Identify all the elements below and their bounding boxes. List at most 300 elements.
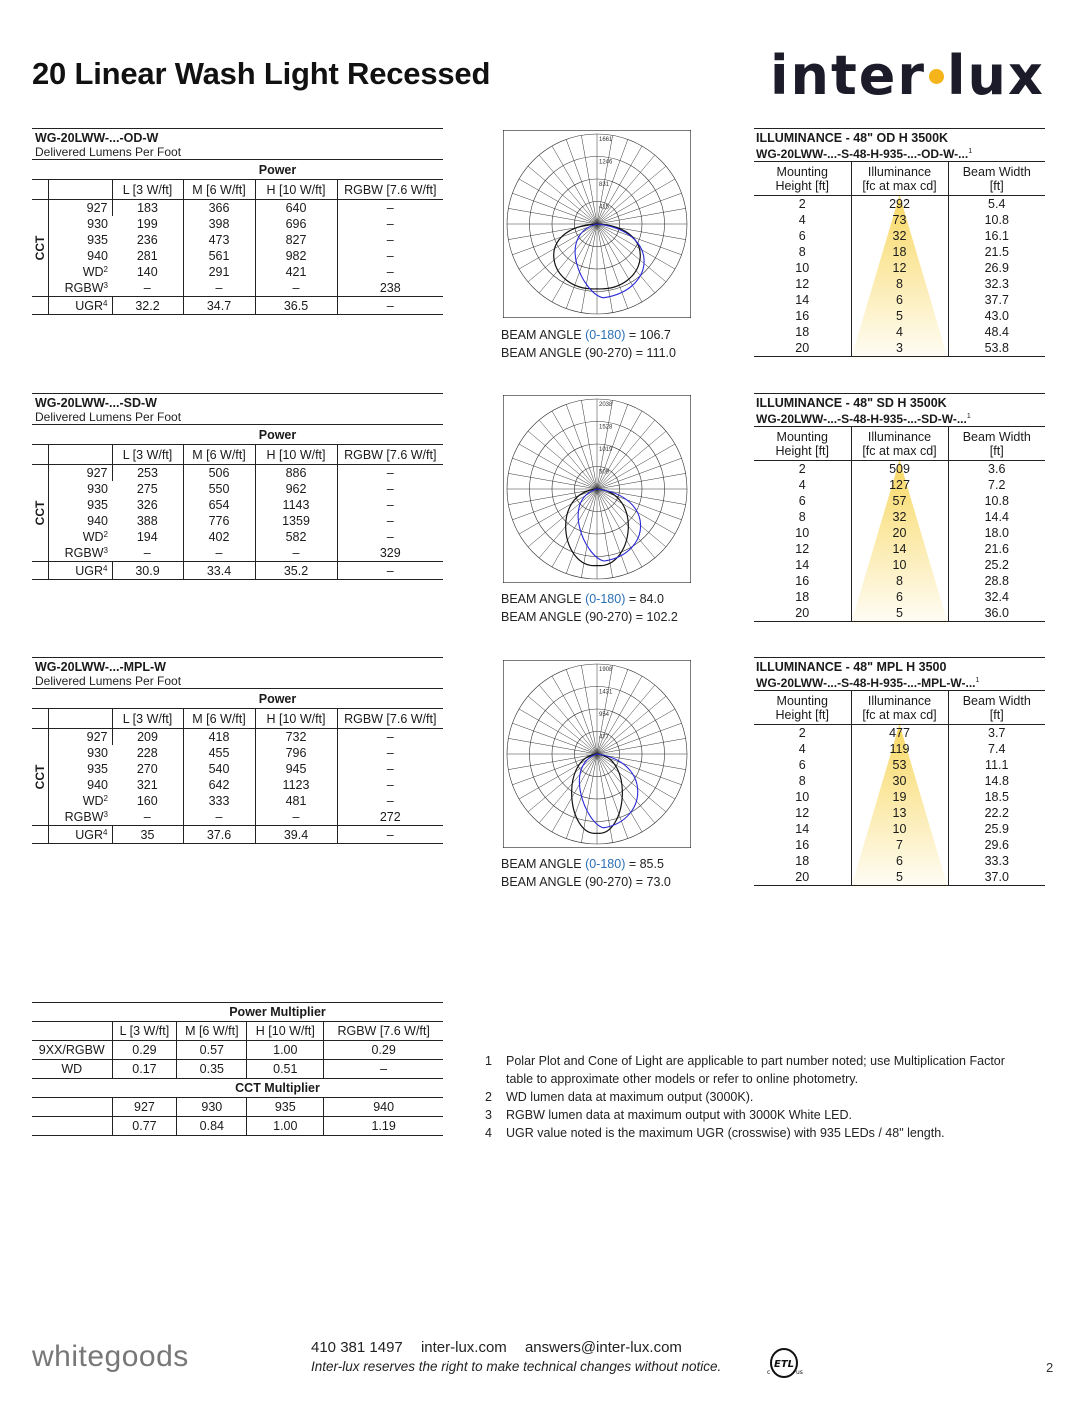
table-cell: 640 [255, 200, 337, 217]
table-cell: – [255, 545, 337, 562]
table-cell: 2 [103, 794, 108, 803]
table-cell: 53.8 [948, 340, 1045, 357]
table-row [32, 745, 443, 761]
table-cell: 39.4 [255, 826, 337, 844]
table-cell: 886 [255, 465, 337, 482]
table-cell: 14 [851, 541, 948, 557]
ring-label: 2038 [599, 402, 613, 408]
table-cell: 236 [136, 233, 158, 247]
ring-label: 415 [599, 204, 610, 211]
table-cell: 550 [183, 481, 255, 497]
table-cell: BEAM ANGLE [501, 857, 586, 871]
table-row [32, 513, 443, 529]
table-cell: 37.6 [183, 826, 255, 844]
table-cell: UGR [75, 827, 104, 842]
table-row [32, 529, 443, 545]
table-cell: 36.5 [255, 297, 337, 315]
table-cell: 14 [795, 558, 810, 572]
table-row [754, 821, 1045, 837]
svg-text:ETL: ETL [773, 1359, 795, 1370]
table-row [32, 545, 443, 562]
table-cell: 16 [795, 574, 810, 588]
table-row [754, 589, 1045, 605]
table-cell: 4 [851, 324, 948, 340]
table-row [32, 248, 443, 264]
table-row [32, 465, 443, 482]
table-cell: = 84.0 [625, 592, 664, 606]
table-cell: 940 [87, 778, 108, 792]
power-header: Power [112, 689, 443, 709]
table-row [32, 200, 443, 217]
table-cell: 1.00 [247, 1041, 324, 1060]
table-cell: 927 [86, 201, 108, 215]
table-cell: UGR value noted is the maximum UGR (crosswise) with 935 LEDs / 48" length. [506, 1126, 945, 1140]
table-cell: 927 [112, 1098, 177, 1117]
table-cell: 18 [795, 325, 810, 339]
table-row [754, 509, 1045, 525]
table-cell: 16 [795, 838, 810, 852]
table-cell: 0.17 [112, 1060, 177, 1079]
table-cell: 398 [183, 216, 255, 232]
table-cell: 9XX/RGBW [32, 1041, 112, 1060]
table-cell: 33.3 [948, 853, 1045, 869]
table-cell: 3 [103, 281, 108, 290]
table-cell: 5 [851, 869, 948, 886]
table-row [754, 757, 1045, 773]
table-cell: 127 [851, 477, 948, 493]
table-row [754, 605, 1045, 622]
table-cell: – [337, 232, 443, 248]
table-cell: 36.0 [948, 605, 1045, 622]
table-cell: 43.0 [948, 308, 1045, 324]
table-row [754, 212, 1045, 228]
lumen-table-sd [32, 393, 443, 580]
table-row [32, 232, 443, 248]
table-cell: 4 [485, 1126, 492, 1140]
table-cell: 21.5 [948, 244, 1045, 260]
table-cell: 7.2 [948, 477, 1045, 493]
illuminance-title: ILLUMINANCE - 48" OD H 3500K [756, 131, 949, 145]
pm-col: M [6 W/ft] [177, 1022, 247, 1041]
table-cell: 20 [754, 605, 851, 622]
table-cell: 2 [798, 726, 806, 740]
table-cell: 16.1 [948, 228, 1045, 244]
table-cell: 0.29 [324, 1041, 443, 1060]
table-cell: 160 [136, 794, 158, 808]
table-row [754, 292, 1045, 308]
logo-right: lux [947, 44, 1045, 107]
table-cell: 32.2 [112, 297, 183, 315]
whitegoods-brand: whitegoods [32, 1340, 189, 1373]
table-cell: 8 [851, 276, 948, 292]
table-cell: 20 [754, 340, 851, 357]
table-row [32, 497, 443, 513]
table-row [754, 789, 1045, 805]
table-cell: 927 [86, 730, 108, 744]
table-row [32, 1041, 443, 1060]
table-row [754, 541, 1045, 557]
table-code: WG-20LWW-...-SD-W [35, 396, 157, 410]
cct-label: CCT [32, 764, 47, 790]
pm-col: RGBW [7.6 W/ft] [324, 1022, 443, 1041]
table-row [754, 725, 1045, 742]
table-cell: 3 [103, 546, 108, 555]
ring-label: 1246 [599, 159, 613, 166]
page-number: 2 [1046, 1360, 1054, 1375]
interlux-logo [770, 44, 1045, 107]
ugr-row [32, 826, 443, 844]
table-cell: 7 [851, 837, 948, 853]
table-cell: [fc at max cd] [862, 179, 937, 193]
table-cell: 1123 [255, 777, 337, 793]
table-cell: – [143, 546, 151, 560]
table-row [754, 340, 1045, 357]
table-cell: 1.00 [247, 1117, 324, 1136]
table-cell: 12 [851, 260, 948, 276]
table-cell: 0.77 [112, 1117, 177, 1136]
table-cell: BEAM ANGLE [501, 328, 586, 342]
table-cell: – [337, 562, 443, 580]
table-cell: 33.4 [183, 562, 255, 580]
table-cell: – [324, 1060, 443, 1079]
table-cell: 57 [851, 493, 948, 509]
disclaimer: Inter-lux reserves the right to make technical changes without notice. [311, 1359, 722, 1374]
table-row [754, 573, 1045, 589]
power-col-header: RGBW [7.6 W/ft] [337, 180, 443, 200]
table-cell: – [337, 761, 443, 777]
table-row [32, 280, 443, 297]
table-cell: 1 [485, 1054, 492, 1068]
table-cell: 5 [851, 308, 948, 324]
pm-col: H [10 W/ft] [247, 1022, 324, 1041]
table-cell: 28.8 [948, 573, 1045, 589]
table-cell: 253 [112, 465, 183, 482]
multiplier-tables [32, 1002, 443, 1136]
table-cell: 8 [851, 573, 948, 589]
power-col-header: M [6 W/ft] [183, 180, 255, 200]
cct-label: CCT [32, 500, 47, 526]
table-cell: 945 [255, 761, 337, 777]
table-cell: 119 [851, 741, 948, 757]
table-cell: 2 [798, 462, 806, 476]
footnote [485, 1106, 1026, 1124]
table-cell: 0.29 [112, 1041, 177, 1060]
table-cell: 962 [255, 481, 337, 497]
table-cell: [fc at max cd] [862, 708, 937, 722]
table-cell: WD lumen data at maximum output (3000K). [506, 1090, 754, 1104]
table-row [754, 477, 1045, 493]
table-cell: 8 [798, 510, 806, 524]
illuminance-col-header [754, 162, 851, 196]
table-cell: 982 [255, 248, 337, 264]
table-cell: – [183, 545, 255, 562]
table-cell: 930 [87, 217, 108, 231]
illuminance-col-header [948, 691, 1045, 725]
polar-plot-sd [503, 395, 691, 583]
table-row [754, 853, 1045, 869]
table-cell: – [337, 200, 443, 217]
pm-col: L [3 W/ft] [112, 1022, 177, 1041]
table-row [32, 264, 443, 280]
page-title: 20 Linear Wash Light Recessed [32, 56, 491, 91]
table-cell: 402 [183, 529, 255, 545]
table-cell: 12 [795, 542, 810, 556]
table-cell: 30 [851, 773, 948, 789]
website-link[interactable]: inter-lux.com [420, 1339, 507, 1356]
power-col-header: M [6 W/ft] [183, 709, 255, 729]
power-col-header: RGBW [7.6 W/ft] [337, 445, 443, 465]
table-cell: 35 [112, 826, 183, 844]
illuminance-col-header [851, 691, 948, 725]
table-cell: Height [ft] [775, 179, 829, 193]
table-cell: 18 [795, 590, 810, 604]
table-row [754, 324, 1045, 340]
table-cell: 642 [183, 777, 255, 793]
table-cell: 421 [255, 264, 337, 280]
table-cell: 930 [177, 1098, 247, 1117]
table-row [754, 805, 1045, 821]
table-cell: – [337, 481, 443, 497]
table-cell: 6 [851, 292, 948, 308]
ring-label: 477 [599, 734, 610, 741]
table-cell: 292 [851, 196, 948, 213]
table-cell: 1 [975, 677, 980, 684]
table-cell: – [337, 297, 443, 315]
table-cell: BEAM ANGLE (90-270) = 111.0 [501, 346, 676, 360]
table-cell: 5 [851, 605, 948, 622]
illuminance-code: WG-20LWW-...-S-48-H-935-...-MPL-W-... [756, 676, 976, 690]
table-cell: 329 [337, 545, 443, 562]
table-row [754, 461, 1045, 478]
ring-label: 831 [599, 182, 610, 188]
table-cell: = 85.5 [625, 857, 664, 871]
table-cell: 183 [112, 200, 183, 217]
beam-angles-od [501, 326, 676, 362]
table-cell: – [337, 465, 443, 482]
table-cell: 20 [851, 525, 948, 541]
beam-angles-mpl [501, 855, 671, 891]
power-col-header: L [3 W/ft] [112, 709, 183, 729]
table-cell: (0-180) [585, 592, 626, 606]
table-cell: [ft] [989, 444, 1004, 458]
table-cell: – [337, 729, 443, 746]
table-cell: 333 [183, 793, 255, 809]
table-cell: 140 [136, 265, 158, 279]
table-code: WG-20LWW-...-OD-W [35, 131, 159, 145]
table-cell: 366 [183, 200, 255, 217]
table-cell: Illuminance [867, 165, 932, 179]
table-cell: 540 [183, 761, 255, 777]
ring-label: 954 [599, 712, 610, 718]
table-cell: RGBW [64, 281, 104, 295]
table-cell: 418 [183, 729, 255, 746]
table-row [32, 216, 443, 232]
table-cell: – [337, 264, 443, 280]
table-cell: 561 [183, 248, 255, 264]
table-cell: 1 [968, 148, 973, 155]
table-cell: 940 [87, 514, 108, 528]
lumen-table-mpl [32, 657, 443, 844]
table-cell: 509 [851, 461, 948, 478]
table-cell: – [337, 248, 443, 264]
table-cell: – [255, 280, 337, 297]
table-cell: – [337, 216, 443, 232]
table-row [32, 729, 443, 746]
table-cell: Illuminance [867, 430, 932, 444]
table-cell: – [337, 777, 443, 793]
table-cell: [ft] [989, 708, 1004, 722]
table-cell: 291 [183, 264, 255, 280]
table-row [754, 869, 1045, 886]
table-cell: 34.7 [183, 297, 255, 315]
ring-label: 1661 [599, 137, 613, 143]
table-cell: – [337, 745, 443, 761]
table-row [754, 525, 1045, 541]
table-cell: 25.9 [948, 821, 1045, 837]
polar-plot-mpl [503, 660, 691, 848]
svg-text:c: c [767, 1369, 771, 1376]
table-cell: 12 [795, 277, 810, 291]
power-multiplier-title: Power Multiplier [112, 1003, 443, 1022]
power-col-header: H [10 W/ft] [255, 445, 337, 465]
table-row [754, 244, 1045, 260]
table-cell: 26.9 [948, 260, 1045, 276]
lumen-table-od [32, 128, 443, 315]
table-cell: 194 [136, 530, 158, 544]
table-cell: 3 [485, 1108, 492, 1122]
table-cell: 927 [86, 466, 108, 480]
table-cell: BEAM ANGLE (90-270) = 102.2 [501, 610, 678, 624]
table-cell: 3.6 [948, 461, 1045, 478]
table-cell: 10 [795, 261, 810, 275]
table-cell: = 106.7 [625, 328, 671, 342]
table-cell: 2 [798, 197, 806, 211]
footnotes [485, 1052, 1026, 1142]
table-subtitle: Delivered Lumens Per Foot [35, 145, 182, 159]
table-cell: 275 [136, 482, 158, 496]
table-cell: 4 [103, 827, 108, 837]
table-row [32, 761, 443, 777]
table-cell: 930 [87, 482, 108, 496]
footnote [485, 1124, 1026, 1142]
table-cell: WD [82, 530, 104, 544]
table-cell: 1143 [255, 497, 337, 513]
table-cell: 209 [112, 729, 183, 746]
power-col-header: H [10 W/ft] [255, 180, 337, 200]
table-cell: – [183, 809, 255, 826]
table-cell: 6 [851, 589, 948, 605]
table-cell: 3 [851, 340, 948, 357]
table-cell: 12 [795, 806, 810, 820]
table-cell: 14.8 [948, 773, 1045, 789]
table-subtitle: Delivered Lumens Per Foot [35, 410, 182, 424]
table-cell: 696 [255, 216, 337, 232]
table-cell: WD [61, 1062, 83, 1076]
table-cell: – [183, 280, 255, 297]
table-cell: Height [ft] [775, 444, 829, 458]
table-cell: 473 [183, 232, 255, 248]
table-cell: 73 [851, 212, 948, 228]
footnote [485, 1088, 1026, 1106]
table-cell: – [337, 497, 443, 513]
table-row [32, 793, 443, 809]
table-row [754, 837, 1045, 853]
table-cell: 22.2 [948, 805, 1045, 821]
table-cell: 1 [966, 413, 971, 420]
table-cell: (0-180) [585, 328, 626, 342]
table-row [32, 777, 443, 793]
table-cell: 238 [337, 280, 443, 297]
table-cell: 4 [798, 478, 806, 492]
table-cell: 1359 [255, 513, 337, 529]
table-cell: – [337, 513, 443, 529]
illuminance-table-mpl [754, 657, 1045, 886]
contact-line [311, 1339, 682, 1356]
cct-multiplier-title: CCT Multiplier [112, 1079, 443, 1098]
table-cell: Height [ft] [775, 708, 829, 722]
illuminance-table-od [754, 128, 1045, 357]
table-cell: 2 [485, 1090, 492, 1104]
table-cell: 6 [798, 229, 806, 243]
polar-plot-od [503, 130, 691, 318]
table-row [32, 809, 443, 826]
power-col-header: L [3 W/ft] [112, 180, 183, 200]
table-cell: 14 [795, 822, 810, 836]
table-cell: 388 [136, 514, 158, 528]
table-cell: Mounting [776, 165, 828, 179]
beam-angles-sd [501, 590, 678, 626]
table-cell: 6 [798, 758, 806, 772]
table-cell: 32.3 [948, 276, 1045, 292]
table-cell: [ft] [989, 179, 1004, 193]
table-cell: 18.0 [948, 525, 1045, 541]
table-cell: 2 [103, 530, 108, 539]
table-cell: 10.8 [948, 493, 1045, 509]
table-cell: 935 [87, 233, 108, 247]
table-cell: 270 [136, 762, 158, 776]
table-cell: 53 [851, 757, 948, 773]
illuminance-col-header [948, 162, 1045, 196]
illuminance-table-sd [754, 393, 1045, 622]
table-cell: 4 [798, 213, 806, 227]
table-cell: Mounting [776, 694, 828, 708]
table-cell: 0.57 [177, 1041, 247, 1060]
table-cell: 10 [795, 526, 810, 540]
email-link[interactable]: answers@inter-lux.com [524, 1339, 682, 1356]
table-cell: 930 [87, 746, 108, 760]
table-cell: [fc at max cd] [862, 444, 937, 458]
table-cell: 14.4 [948, 509, 1045, 525]
ugr-row [32, 297, 443, 315]
table-cell: 21.6 [948, 541, 1045, 557]
table-cell: BEAM ANGLE (90-270) = 73.0 [501, 875, 671, 889]
table-row [32, 1117, 443, 1136]
table-cell: 827 [255, 232, 337, 248]
table-cell: 16 [795, 309, 810, 323]
power-col-header: H [10 W/ft] [255, 709, 337, 729]
table-cell: 5.4 [948, 196, 1045, 213]
ring-label: 1528 [599, 424, 613, 431]
table-cell: 8 [798, 774, 806, 788]
logo-left: inter [770, 44, 927, 107]
table-cell: – [337, 793, 443, 809]
table-cell: 20 [754, 869, 851, 886]
table-cell: 6 [851, 853, 948, 869]
power-col-header: M [6 W/ft] [183, 445, 255, 465]
table-cell: 13 [851, 805, 948, 821]
table-cell: 4 [103, 563, 108, 573]
ring-label: 1431 [599, 689, 613, 696]
